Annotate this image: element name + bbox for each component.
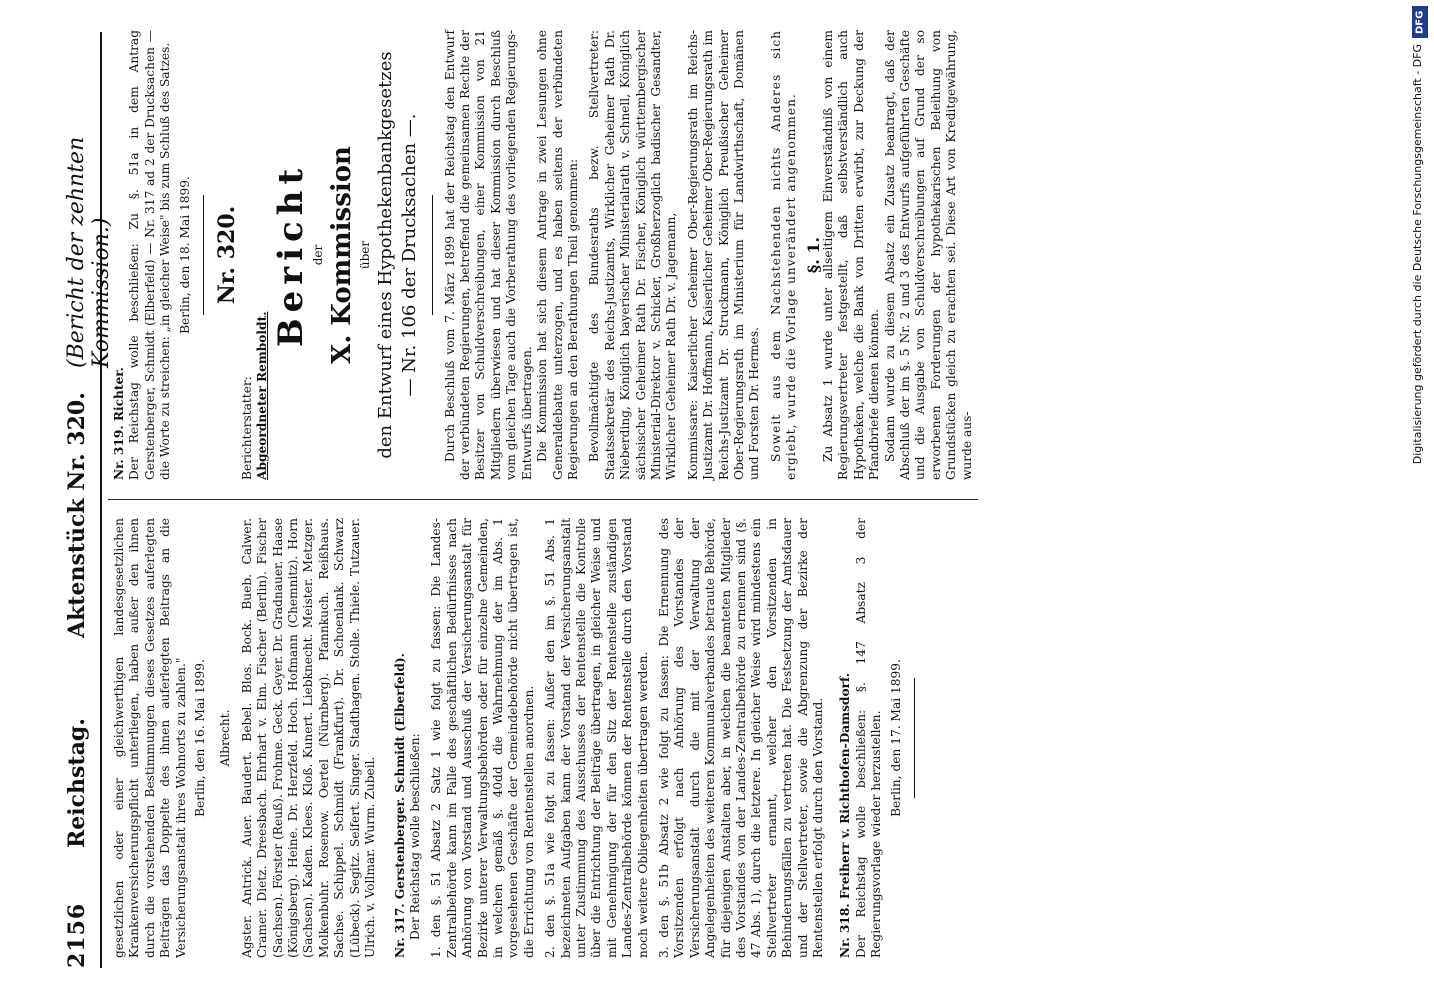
motion-intro: Der Reichstag wolle beschließen: <box>407 733 422 940</box>
report-title: Bericht <box>270 162 311 348</box>
paragraph: Der Reichstag wolle beschließen: §. 147 Absatz 3 der Regierungsvorlage wieder herzustellen. <box>853 518 884 958</box>
separator-line <box>914 678 915 798</box>
report-subject: den Entwurf eines Hypothekenbankgesetzes <box>374 51 396 459</box>
sidebar-credit <box>1408 0 1434 1000</box>
dfg-logo-icon: DFG <box>1412 6 1428 38</box>
paragraph: Kommissare: Kaiserlicher Geheimer Ober-Regierungsrath im Reichs-Justizamt Dr. Hoffmann, Kaiserlicher Geheimer Ober-Regierungsrath im Reichs-Justizamt Dr. Struckmann, Königlich Preußischer Geheimer Ober-Regierungsrath im Ministerium für Landwirthschaft, Domänen und Forsten Dr. Hermes. <box>685 30 762 480</box>
paragraph: gesetzlichen oder einer gleichwerthigen landesgesetzlichen Krankenversicherungspflicht unterliegen, haben außer den ihnen durch die vorstehenden Bestimmungen dieses Gesetzes auferlegten Beiträgen das Doppelte des ihnen auferlegten Beitrags an die Versicherungsanstalt ihres Wohnorts zu zahlen." <box>112 518 188 958</box>
rapporteur-name: Abgeordneter Remboldt. <box>255 311 270 480</box>
paragraph: Durch Beschluß vom 7. März 1899 hat der Reichstag den Entwurf der verbündeten Regierungen, betreffend die gemeinsamen Rechte der Besitzer von Schuldverschreibungen, einer Kommission von 21 Mitgliedern überwiesen und hat dieser Kommission durch Beschluß vom gleichen Tage auch die Vorberathung des vorliegenden Regierungs-Entwurfs übertragen. <box>442 30 534 480</box>
motion-item: 2. den §. 51a wie folgt zu fassen: Außer den im §. 51 Abs. 1 bezeichneten Aufgaben kann der Vorstand der Versicherungsanstalt unter Zustimmung des Ausschusses der Rentenstelle die Kontrolle über die Entrichtung der Beiträge übertragen, in gleicher Weise und mit Genehmigung der für den Sitz der Rentenstelle zuständigen Landes-Zentralbehörde können der Rentenstelle durch den Vorstand noch weitere Obliegenheiten übertragen werden. <box>543 518 650 958</box>
date-line: Berlin, den 18. Mai 1899. <box>177 176 192 334</box>
paragraph: Der Reichstag wolle beschließen: Zu §. 51a in dem Antrag Gerstenberger, Schmidt (Elberfeld) — Nr. 317 ad 2 der Drucksachen — die Worte zu streichen: „in gleicher Weise" bis zum Schluß des Satzes. <box>127 30 173 480</box>
motion-item: 1. den §. 51 Absatz 2 Satz 1 wie folgt zu fassen: Die Landes-Zentralbehörde kann im Falle des geschäftlichen Bedürfnisses nach Anhörung von Vorstand und Ausschuß der Versicherungsanstalt für Bezirke unterer Verwaltungsbehörden oder für einzelne Gemeinden, in welchen gemäß §. 40dd die Wahrnehmung der im Abs. 1 vorgesehenen Geschäfte der Gemeindebehörde nicht übertragen ist, die Errichtung von Rentenstellen anordnen. <box>429 518 536 958</box>
document-number: Nr. 320. <box>214 205 241 305</box>
title-ueber: über <box>358 240 373 270</box>
title-der: der <box>310 244 325 266</box>
motion-item: 3. den §. 51b Absatz 2 wie folgt zu fassen: Die Ernennung des Vorsitzenden erfolgt nach Anhörung des Vorstandes der Versicherungsanstalt durch die mit der Verwaltung der Angelegenheiten des weiteren Kommunalverbandes betraute Behörde, für diejenigen Anstalten aber, in welchen die beamteten Mitglieder des Vorstandes von der Landes-Zentralbehörde zu ernennen sind (§. 47 Abs. 1), durch die letztere. In gleicher Weise wird mindestens ein Stellvertreter ernannt, welcher den Vorsitzenden in Behinderungsfällen zu vertreten hat. Die Festsetzung der Amtsdauer und der Stellvertreter, sowie die Abgrenzung der Bezirke der Rentenstellen erfolgt durch den Vorstand. <box>657 518 826 958</box>
header-bericht: (Bericht der zehnten Kommission.) <box>64 136 114 368</box>
section-heading: §. 1. <box>803 236 823 274</box>
paragraph: Die Kommission hat sich diesem Antrage in zwei Lesungen ohne Generaldebatte unterzogen, und es haben seitens der verbündeten Regierungen an den Berathungen Theil genommen: <box>535 30 580 480</box>
paragraph: Sodann wurde zu diesem Absatz ein Zusatz beantragt, daß der Abschluß der im §. 5 Nr. 2 und 3 des Entwurfs aufgeführten Geschäfte und die Ausgabe von Schuldverschreibungen auf Grund der so erworbenen Forderungen der hypothekarischen Beleihung von Grundstücken gleich zu erachten sei. Diese Art von Kreditgewährung, wurde aus- <box>882 30 974 480</box>
motion-319-title: Nr. 319. Richter. <box>112 367 126 480</box>
right-column <box>112 30 975 480</box>
date-line: Berlin, den 17. Mai 1899. <box>888 659 903 817</box>
header-aktenstueck: Aktenstück Nr. 320. <box>64 392 90 638</box>
signatory: Albrecht. <box>218 709 233 767</box>
rapporteur-label: Berichterstatter: <box>240 376 255 480</box>
page-number: 2156 <box>64 902 90 968</box>
date-line: Berlin, den 16. Mai 1899. <box>193 659 208 817</box>
page-header <box>58 32 114 968</box>
paragraph: Soweit aus dem Nachstehenden nichts Anderes sich ergiebt, wurde die Vorlage unverändert angenommen. <box>768 30 799 480</box>
report-subject-ref: — Nr. 106 der Drucksachen —. <box>398 113 420 397</box>
header-reichstag: Reichstag. <box>64 718 90 848</box>
motion-318-title: Nr. 318. Freiherr v. Richthofen-Damsdorf. <box>838 672 853 958</box>
paragraph: Bevollmächtigte des Bundesraths bezw. Stellvertreter: Staatssekretär des Reichs-Justizamts, Wirklicher Geheimer Rath Dr. Nieberding, Königlich bayerischer Ministerialrath v. Schnell, Königlich sächsischer Geheimer Rath Dr. Fischer, Königlich württembergischer Ministerial-Direktor v. Schicker, Großherzoglich badischer Gesandter, Wirklicher Geheimer Rath Dr. v. Jagemann, <box>587 30 679 480</box>
left-column <box>112 518 925 958</box>
document-page <box>50 0 1434 1000</box>
separator-line <box>432 195 433 315</box>
commission-title: X. Kommission <box>327 146 358 364</box>
funding-credit: Digitalisierung gefördert durch die Deutsche Forschungsgemeinschaft - DFG <box>1411 44 1424 465</box>
signatory-list: Agster. Antrick. Auer. Baudert. Bebel. Blos. Bock. Bueb. Calwer. Cramer. Dietz. Dreesbach. Ehrhart v. Elm. Fischer (Berlin). Fischer (Sachsen). Förster (Reuß). Frohme. Geck. Geyer. Dr. Gradnauer. Haase (Königsberg). Heine. Dr. Herzfeld. Hoch. Hofmann (Chemnitz). Horn (Sachsen). Kaden. Klees. Kloß. Kunert. Liebknecht. Meister. Metzger. Molkenbuhr. Rosenow. Oertel (Nürnberg). Pfannkuch. Reißhaus. Sachse. Schippel. Schmidt (Frankfurt). Dr. Schoenlank. Schwarz (Lübeck). Segitz. Seifert. Singer. Stadthagen. Stolle. Thiele. Tutzauer. Ulrich. v. Vollmar. Wurm. Zubeil. <box>239 518 378 958</box>
paragraph: Zu Absatz 1 wurde unter allseitigem Einverständniß von einem Regierungsvertreter festgestellt, daß selbstverständlich auch Hypotheken, welche die Bank von Dritten erwirbt, zur Deckung der Pfandbriefe dienen können. <box>821 30 882 480</box>
separator-line <box>203 195 204 315</box>
motion-317-title: Nr. 317. Gerstenberger. Schmidt (Elberfeld). <box>392 653 407 958</box>
column-divider <box>108 499 978 500</box>
